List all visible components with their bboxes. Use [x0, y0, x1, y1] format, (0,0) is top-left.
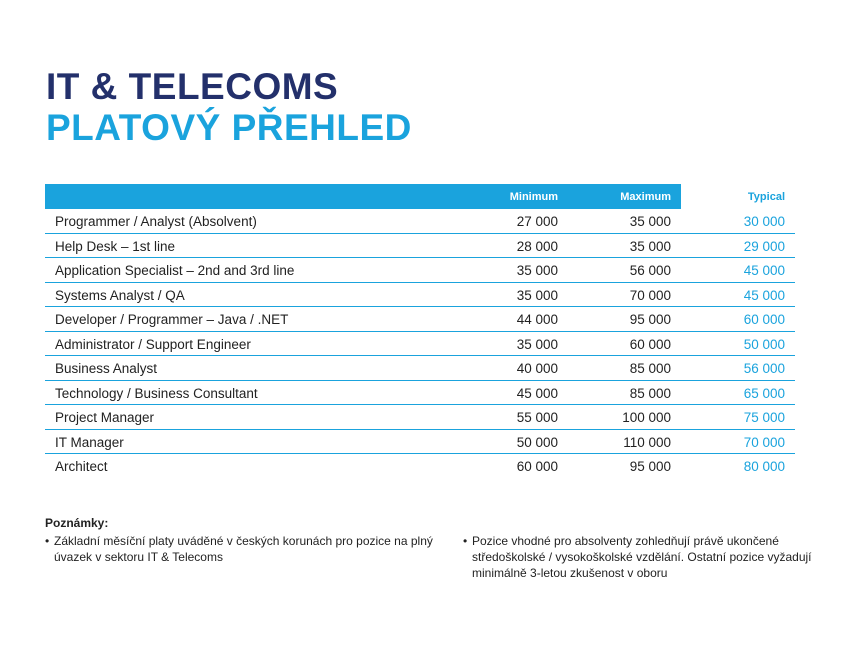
note-item [463, 533, 833, 581]
header-maximum: Maximum [620, 191, 671, 203]
maximum-cell: 35 000 [629, 238, 671, 254]
bullet-icon: • [45, 534, 50, 548]
position-cell: Programmer / Analyst (Absolvent) [55, 214, 257, 229]
salary-table [45, 184, 795, 479]
maximum-cell: 56 000 [629, 263, 671, 278]
minimum-cell: 40 000 [516, 361, 558, 376]
maximum-cell: 85 000 [629, 385, 671, 401]
table-row [45, 454, 795, 479]
typical-cell: 29 000 [743, 238, 785, 254]
table-body [45, 209, 795, 479]
position-cell: Project Manager [55, 410, 155, 425]
typical-cell: 75 000 [743, 410, 785, 425]
typical-cell: 60 000 [743, 312, 785, 327]
title-line-1: IT & TELECOMS [46, 66, 339, 107]
minimum-cell: 60 000 [516, 459, 558, 474]
table-row [45, 307, 795, 332]
maximum-cell: 110 000 [623, 434, 671, 450]
maximum-cell: 60 000 [629, 336, 671, 352]
position-cell: Developer / Programmer – Java / .NET [55, 312, 289, 327]
typical-cell: 70 000 [743, 434, 785, 450]
minimum-cell: 28 000 [516, 238, 558, 254]
maximum-cell: 100 000 [622, 410, 671, 425]
note-text: Základní měsíční platy uváděné v českých korunách pro pozice na plný úvazek v sektoru IT & Telecoms [54, 534, 433, 564]
position-cell: Architect [55, 459, 108, 474]
table-row [45, 381, 795, 406]
typical-cell: 45 000 [743, 287, 785, 303]
maximum-cell: 70 000 [629, 287, 671, 303]
position-cell: Technology / Business Consultant [55, 385, 258, 401]
minimum-cell: 45 000 [516, 385, 558, 401]
minimum-cell: 35 000 [516, 336, 558, 352]
typical-cell: 65 000 [743, 385, 785, 401]
table-row [45, 283, 795, 308]
minimum-cell: 35 000 [516, 263, 558, 278]
table-row [45, 356, 795, 381]
header-minimum: Minimum [509, 191, 558, 203]
note-text: Pozice vhodné pro absolventy zohledňují právě ukončené středoškolské / vysokoškolské vzdělání. Ostatní pozice vyžadují minimálně 3-letou zkušenost v oboru [472, 534, 812, 580]
minimum-cell: 50 000 [516, 434, 558, 450]
typical-cell: 30 000 [743, 214, 785, 229]
typical-cell: 50 000 [743, 336, 785, 352]
table-header [45, 184, 795, 209]
position-cell: Business Analyst [55, 361, 158, 376]
notes [45, 516, 835, 580]
maximum-cell: 35 000 [629, 214, 671, 229]
position-cell: IT Manager [55, 434, 124, 450]
minimum-cell: 35 000 [516, 287, 558, 303]
table-row [45, 234, 795, 259]
minimum-cell: 44 000 [516, 312, 558, 327]
position-cell: Application Specialist – 2nd and 3rd line [55, 263, 295, 278]
maximum-cell: 95 000 [629, 312, 671, 327]
table-row [45, 430, 795, 455]
minimum-cell: 55 000 [516, 410, 558, 425]
maximum-cell: 85 000 [629, 361, 671, 376]
maximum-cell: 95 000 [629, 459, 671, 474]
table-row [45, 405, 795, 430]
table-row [45, 209, 795, 234]
minimum-cell: 27 000 [516, 214, 558, 229]
table-row [45, 332, 795, 357]
header-bar [45, 184, 681, 209]
position-cell: Help Desk – 1st line [55, 238, 176, 254]
bullet-icon: • [463, 534, 468, 548]
typical-cell: 56 000 [743, 361, 785, 376]
typical-cell: 45 000 [743, 263, 785, 278]
position-cell: Administrator / Support Engineer [55, 336, 251, 352]
header-typical: Typical [747, 191, 785, 203]
position-cell: Systems Analyst / QA [55, 287, 185, 303]
notes-heading: Poznámky: [45, 516, 109, 530]
note-item [45, 533, 445, 565]
typical-cell: 80 000 [743, 459, 785, 474]
table-row [45, 258, 795, 283]
title-line-2: PLATOVÝ PŘEHLED [46, 107, 412, 148]
